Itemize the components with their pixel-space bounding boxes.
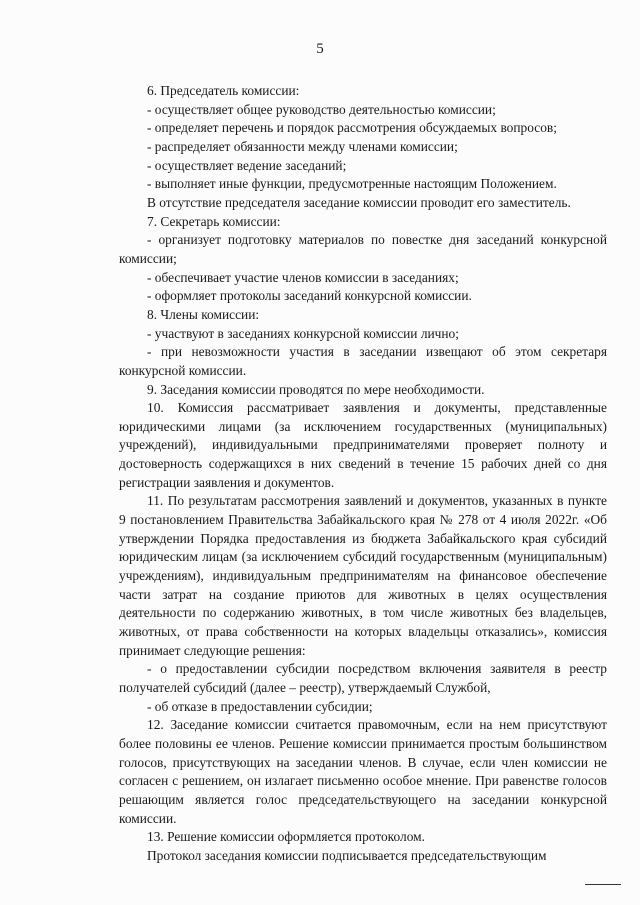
paragraph: - оформляет протоколы заседаний конкурсной комиссии. — [147, 288, 472, 304]
paragraph: 11. По результатам рассмотрения заявлений и документов, указанных в пункте 9 постановлением Правительства Забайкальского края № 278 от 4 июля 2022г. «Об утверждении Порядка предоставления из бюджета Забайкальского края субсидий юридическим лицам (за исключением субсидий государственным (муниципальным) учреждениям), индивидуальным предпринимателям на финансовое обеспечение части затрат на создание приютов для животных в целях осуществления деятельности по содержанию животных, в том числе животных без владельцев, животных, от права собственности на которых владельцы отказались», комиссия принимает следующие решения: — [119, 493, 607, 658]
paragraph: - выполняет иные функции, предусмотренные настоящим Положением. — [147, 176, 557, 192]
paragraph: - организует подготовку материалов по повестке дня заседаний конкурсной комиссии; — [119, 232, 607, 266]
paragraph: - при невозможности участия в заседании извещают об этом секретаря конкурсной комиссии. — [119, 344, 607, 378]
page-number: 5 — [316, 41, 324, 57]
paragraph: - обеспечивает участие членов комиссии в заседаниях; — [147, 269, 459, 285]
paragraph: Протокол заседания комиссии подписывается председательствующим — [147, 847, 547, 863]
paragraph: - распределяет обязанности между членами комиссии; — [147, 138, 458, 154]
paragraph: 9. Заседания комиссии проводятся по мере необходимости. — [147, 381, 485, 397]
document-body — [119, 82, 607, 866]
footer-rule — [585, 884, 621, 885]
paragraph: - осуществляет ведение заседаний; — [147, 157, 347, 173]
paragraph: 13. Решение комиссии оформляется протоколом. — [147, 829, 425, 845]
paragraph: 10. Комиссия рассматривает заявления и документы, представленные юридическими лицами (за исключением государственных (муниципальных) учреждений), индивидуальными предпринимателями проверяет полноту и достоверность содержащихся в них сведений в течение 15 рабочих дней со дня регистрации заявления и документов. — [119, 400, 607, 490]
paragraph: - о предоставлении субсидии посредством включения заявителя в реестр получателей субсидий (далее – реестр), утверждаемый Службой, — [119, 661, 607, 695]
paragraph: - осуществляет общее руководство деятельностью комиссии; — [147, 101, 496, 117]
paragraph: 12. Заседание комиссии считается правомочным, если на нем присутствуют более половины ее членов. Решение комиссии принимается простым большинством голосов, присутствующих на заседании членов. В случае, если член комиссии не согласен с решением, он излагает письменно особое мнение. При равенстве голосов решающим является голос председательствующего на заседании конкурсной комиссии. — [119, 717, 607, 826]
paragraph: В отсутствие председателя заседание комиссии проводит его заместитель. — [147, 194, 571, 210]
paragraph: 6. Председатель комиссии: — [147, 83, 300, 98]
paragraph: 7. Секретарь комиссии: — [147, 213, 281, 229]
paragraph: - участвуют в заседаниях конкурсной комиссии лично; — [147, 325, 459, 341]
paragraph: 8. Члены комиссии: — [147, 306, 260, 322]
paragraph: - об отказе в предоставлении субсидии; — [147, 698, 373, 714]
paragraph: - определяет перечень и порядок рассмотрения обсуждаемых вопросов; — [147, 120, 557, 136]
